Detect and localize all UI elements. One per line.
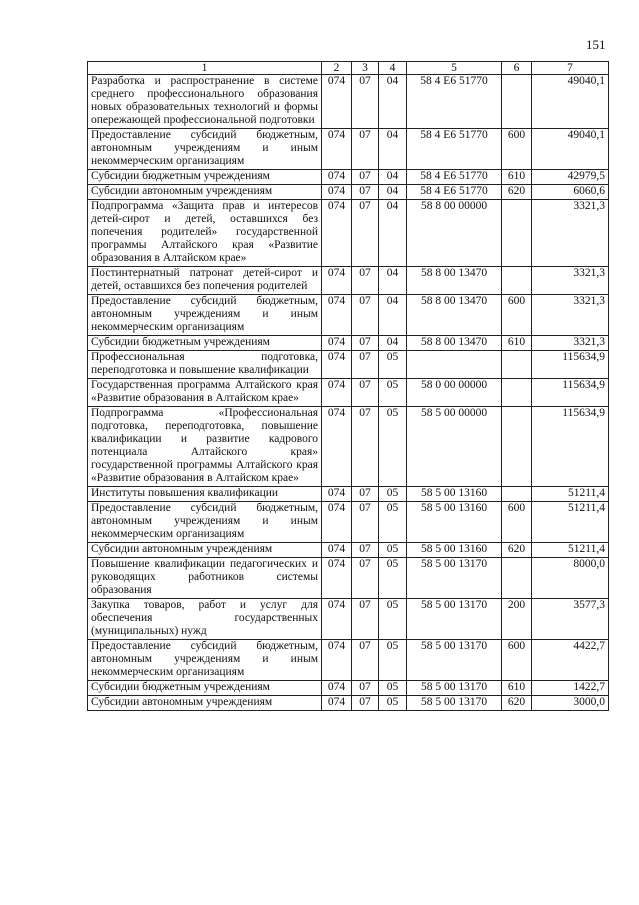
table-row (88, 295, 609, 336)
subsection-code-cell: 04 (379, 185, 407, 200)
section-code-cell: 07 (352, 599, 379, 640)
ministry-code-cell: 074 (322, 295, 352, 336)
section-code-cell: 07 (352, 502, 379, 543)
target-article-cell: 58 4 Е6 51770 (407, 170, 502, 185)
section-code-cell: 07 (352, 640, 379, 681)
target-article-cell: 58 5 00 13160 (407, 487, 502, 502)
amount-cell: 4422,7 (532, 640, 609, 681)
header-cell: 2 (322, 62, 352, 75)
header-cell: 5 (407, 62, 502, 75)
section-code-cell: 07 (352, 200, 379, 267)
expense-type-cell (502, 200, 532, 267)
amount-cell: 6060,6 (532, 185, 609, 200)
section-code-cell: 07 (352, 295, 379, 336)
target-article-cell: 58 8 00 00000 (407, 200, 502, 267)
table-row (88, 696, 609, 711)
amount-cell: 42979,5 (532, 170, 609, 185)
ministry-code-cell: 074 (322, 200, 352, 267)
table-row (88, 379, 609, 407)
amount-cell: 115634,9 (532, 407, 609, 487)
expense-type-cell: 600 (502, 295, 532, 336)
target-article-cell: 58 4 Е6 51770 (407, 185, 502, 200)
target-article-cell: 58 4 Е6 51770 (407, 129, 502, 170)
expense-type-cell (502, 558, 532, 599)
table-row (88, 170, 609, 185)
amount-cell: 3321,3 (532, 336, 609, 351)
amount-cell: 51211,4 (532, 487, 609, 502)
item-name-cell: Государственная программа Алтайского края «Развитие образования в Алтайском крае» (88, 379, 322, 407)
section-code-cell: 07 (352, 696, 379, 711)
expense-type-cell: 200 (502, 599, 532, 640)
subsection-code-cell: 05 (379, 558, 407, 599)
amount-cell: 115634,9 (532, 351, 609, 379)
section-code-cell: 07 (352, 267, 379, 295)
expense-type-cell (502, 75, 532, 129)
expense-type-cell (502, 379, 532, 407)
ministry-code-cell: 074 (322, 185, 352, 200)
table-row (88, 351, 609, 379)
ministry-code-cell: 074 (322, 543, 352, 558)
item-name-cell: Профессиональная подготовка, переподготовка и повышение квалификации (88, 351, 322, 379)
section-code-cell: 07 (352, 351, 379, 379)
target-article-cell: 58 8 00 13470 (407, 336, 502, 351)
table-row (88, 558, 609, 599)
ministry-code-cell: 074 (322, 640, 352, 681)
target-article-cell: 58 5 00 13160 (407, 502, 502, 543)
amount-cell: 8000,0 (532, 558, 609, 599)
target-article-cell: 58 8 00 13470 (407, 295, 502, 336)
subsection-code-cell: 05 (379, 351, 407, 379)
target-article-cell: 58 8 00 13470 (407, 267, 502, 295)
budget-table (87, 61, 609, 711)
target-article-cell: 58 5 00 13170 (407, 558, 502, 599)
item-name-cell: Разработка и распространение в системе среднего профессионального образования новых образовательных технологий и формы опережающей профессиональной подготовки (88, 75, 322, 129)
item-name-cell: Подпрограмма «Профессиональная подготовка, переподготовка, повышение квалификации и развитие кадрового потенциала Алтайского края» государственной программы Алтайского края «Развитие образования в Алтайском крае» (88, 407, 322, 487)
target-article-cell (407, 351, 502, 379)
table-row (88, 129, 609, 170)
item-name-cell: Субсидии автономным учреждениям (88, 696, 322, 711)
target-article-cell: 58 5 00 13160 (407, 543, 502, 558)
table-row (88, 681, 609, 696)
subsection-code-cell: 05 (379, 696, 407, 711)
ministry-code-cell: 074 (322, 170, 352, 185)
item-name-cell: Предоставление субсидий бюджетным, автономным учреждениям и иным некоммерческим организациям (88, 502, 322, 543)
expense-type-cell (502, 407, 532, 487)
table-row (88, 407, 609, 487)
header-cell: 7 (532, 62, 609, 75)
target-article-cell: 58 4 Е6 51770 (407, 75, 502, 129)
ministry-code-cell: 074 (322, 407, 352, 487)
expense-type-cell: 600 (502, 502, 532, 543)
amount-cell: 51211,4 (532, 543, 609, 558)
section-code-cell: 07 (352, 543, 379, 558)
expense-type-cell: 620 (502, 696, 532, 711)
item-name-cell: Субсидии автономным учреждениям (88, 543, 322, 558)
expense-type-cell: 610 (502, 170, 532, 185)
subsection-code-cell: 05 (379, 543, 407, 558)
header-cell: 3 (352, 62, 379, 75)
subsection-code-cell: 05 (379, 407, 407, 487)
ministry-code-cell: 074 (322, 599, 352, 640)
target-article-cell: 58 0 00 00000 (407, 379, 502, 407)
expense-type-cell (502, 487, 532, 502)
header-row (88, 62, 609, 75)
table-row (88, 200, 609, 267)
item-name-cell: Закупка товаров, работ и услуг для обеспечения государственных (муниципальных) нужд (88, 599, 322, 640)
table-row (88, 502, 609, 543)
expense-type-cell (502, 351, 532, 379)
amount-cell: 3000,0 (532, 696, 609, 711)
subsection-code-cell: 05 (379, 379, 407, 407)
amount-cell: 3577,3 (532, 599, 609, 640)
subsection-code-cell: 05 (379, 599, 407, 640)
table-row (88, 267, 609, 295)
header-cell: 1 (88, 62, 322, 75)
section-code-cell: 07 (352, 170, 379, 185)
table-row (88, 185, 609, 200)
target-article-cell: 58 5 00 13170 (407, 681, 502, 696)
subsection-code-cell: 04 (379, 295, 407, 336)
table-row (88, 640, 609, 681)
section-code-cell: 07 (352, 407, 379, 487)
subsection-code-cell: 04 (379, 170, 407, 185)
section-code-cell: 07 (352, 558, 379, 599)
amount-cell: 1422,7 (532, 681, 609, 696)
subsection-code-cell: 04 (379, 129, 407, 170)
subsection-code-cell: 05 (379, 487, 407, 502)
target-article-cell: 58 5 00 13170 (407, 696, 502, 711)
amount-cell: 3321,3 (532, 295, 609, 336)
target-article-cell: 58 5 00 13170 (407, 640, 502, 681)
ministry-code-cell: 074 (322, 487, 352, 502)
amount-cell: 49040,1 (532, 129, 609, 170)
expense-type-cell: 610 (502, 681, 532, 696)
amount-cell: 51211,4 (532, 502, 609, 543)
expense-type-cell: 620 (502, 543, 532, 558)
expense-type-cell: 600 (502, 640, 532, 681)
ministry-code-cell: 074 (322, 558, 352, 599)
subsection-code-cell: 04 (379, 200, 407, 267)
ministry-code-cell: 074 (322, 336, 352, 351)
ministry-code-cell: 074 (322, 351, 352, 379)
item-name-cell: Предоставление субсидий бюджетным, автономным учреждениям и иным некоммерческим организациям (88, 640, 322, 681)
table-row (88, 599, 609, 640)
item-name-cell: Предоставление субсидий бюджетным, автономным учреждениям и иным некоммерческим организациям (88, 129, 322, 170)
item-name-cell: Субсидии бюджетным учреждениям (88, 336, 322, 351)
subsection-code-cell: 04 (379, 336, 407, 351)
subsection-code-cell: 04 (379, 267, 407, 295)
section-code-cell: 07 (352, 336, 379, 351)
item-name-cell: Субсидии бюджетным учреждениям (88, 681, 322, 696)
item-name-cell: Субсидии бюджетным учреждениям (88, 170, 322, 185)
amount-cell: 49040,1 (532, 75, 609, 129)
page-number: 151 (586, 37, 606, 52)
item-name-cell: Предоставление субсидий бюджетным, автономным учреждениям и иным некоммерческим организациям (88, 295, 322, 336)
subsection-code-cell: 05 (379, 502, 407, 543)
ministry-code-cell: 074 (322, 681, 352, 696)
ministry-code-cell: 074 (322, 129, 352, 170)
ministry-code-cell: 074 (322, 696, 352, 711)
ministry-code-cell: 074 (322, 379, 352, 407)
table-row (88, 487, 609, 502)
subsection-code-cell: 05 (379, 681, 407, 696)
table-row (88, 336, 609, 351)
expense-type-cell: 620 (502, 185, 532, 200)
target-article-cell: 58 5 00 00000 (407, 407, 502, 487)
target-article-cell: 58 5 00 13170 (407, 599, 502, 640)
section-code-cell: 07 (352, 379, 379, 407)
section-code-cell: 07 (352, 681, 379, 696)
item-name-cell: Институты повышения квалификации (88, 487, 322, 502)
ministry-code-cell: 074 (322, 502, 352, 543)
section-code-cell: 07 (352, 129, 379, 170)
item-name-cell: Постинтернатный патронат детей-сирот и детей, оставшихся без попечения родителей (88, 267, 322, 295)
expense-type-cell: 610 (502, 336, 532, 351)
item-name-cell: Повышение квалификации педагогических и руководящих работников системы образования (88, 558, 322, 599)
subsection-code-cell: 05 (379, 640, 407, 681)
amount-cell: 3321,3 (532, 200, 609, 267)
table-row (88, 75, 609, 129)
header-cell: 4 (379, 62, 407, 75)
section-code-cell: 07 (352, 75, 379, 129)
ministry-code-cell: 074 (322, 267, 352, 295)
table-row (88, 543, 609, 558)
subsection-code-cell: 04 (379, 75, 407, 129)
amount-cell: 3321,3 (532, 267, 609, 295)
section-code-cell: 07 (352, 487, 379, 502)
header-cell: 6 (502, 62, 532, 75)
section-code-cell: 07 (352, 185, 379, 200)
item-name-cell: Субсидии автономным учреждениям (88, 185, 322, 200)
amount-cell: 115634,9 (532, 379, 609, 407)
expense-type-cell: 600 (502, 129, 532, 170)
item-name-cell: Подпрограмма «Защита прав и интересов детей-сирот и детей, оставшихся без попечения родителей» государственной программы Алтайского края «Развитие образования в Алтайском крае» (88, 200, 322, 267)
ministry-code-cell: 074 (322, 75, 352, 129)
expense-type-cell (502, 267, 532, 295)
